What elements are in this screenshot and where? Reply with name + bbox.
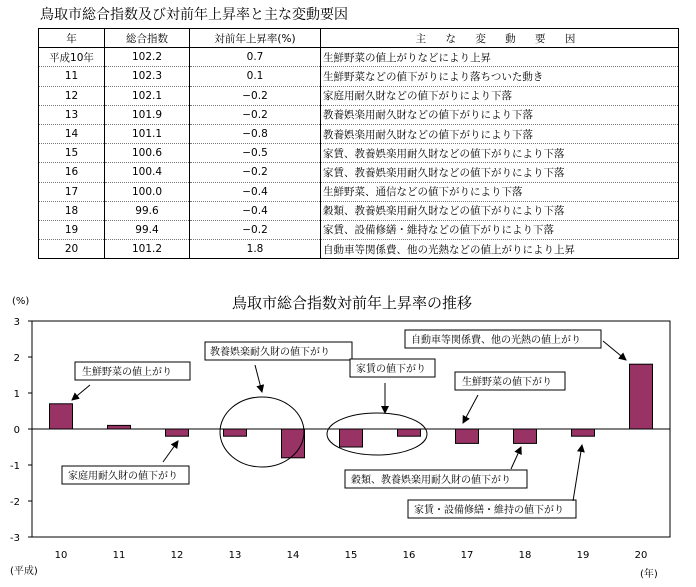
y-tick-label: -1 (10, 461, 20, 472)
bar (572, 429, 595, 436)
y-tick-label: 0 (13, 425, 20, 436)
annotation-arrow (511, 447, 521, 469)
cell-index: 101.9 (105, 105, 190, 124)
x-axis (55, 550, 648, 561)
cell-factor: 家庭用耐久財などの値下がりにより下落 (321, 86, 679, 105)
bar (456, 429, 479, 443)
cell-rate: −0.4 (190, 201, 321, 220)
cell-factor: 家賃、設備修繕・維持などの値下がりにより下落 (321, 220, 679, 239)
cell-index: 102.1 (105, 86, 190, 105)
bar (514, 429, 537, 443)
cell-year: 15 (39, 144, 105, 163)
cell-rate: 0.7 (190, 48, 321, 67)
annotation-arrow (163, 441, 178, 462)
bar (630, 364, 653, 429)
cell-factor: 教養娯楽用耐久財などの値下がりにより下落 (321, 124, 679, 143)
header-year: 年 (39, 29, 105, 48)
annotation-arrow (255, 365, 262, 392)
x-tick-label: 19 (576, 550, 590, 561)
bar (398, 429, 421, 436)
bar (108, 425, 131, 429)
annotations (62, 330, 626, 518)
cell-index: 100.0 (105, 182, 190, 201)
cell-rate: −0.5 (190, 144, 321, 163)
annotation-arrow (603, 341, 626, 360)
table-title: 鳥取市総合指数及び対前年上昇率と主な変動要因 (40, 7, 348, 23)
cell-factor: 家賃、教養娯楽用耐久財などの値下がりにより下落 (321, 144, 679, 163)
cell-rate: −0.2 (190, 220, 321, 239)
annotation-label: 教養娯楽耐久財の値下がり (210, 347, 330, 358)
annotation-arrow (463, 395, 478, 423)
cell-index: 102.2 (105, 48, 190, 67)
x-tick-label: 17 (460, 550, 474, 561)
y-axis-unit: (%) (12, 296, 30, 307)
cell-factor: 生鮮野菜、通信などの値下がりにより下落 (321, 182, 679, 201)
x-tick-label: 15 (344, 550, 358, 561)
bar (166, 429, 189, 436)
cell-year: 12 (39, 86, 105, 105)
annotation-label: 自動車等関係費、他の光熱の値上がり (411, 335, 581, 346)
cell-year: 19 (39, 220, 105, 239)
cell-factor: 生鮮野菜などの値下がりにより落ちついた動き (321, 67, 679, 86)
x-tick-label: 14 (286, 550, 300, 561)
chart-title: 鳥取市総合指数対前年上昇率の推移 (231, 294, 473, 312)
cell-year: 17 (39, 182, 105, 201)
x-tick-label: 10 (54, 550, 68, 561)
x-tick-label: 16 (402, 550, 416, 561)
cell-index: 101.1 (105, 124, 190, 143)
cell-year: 13 (39, 105, 105, 124)
cell-index: 100.4 (105, 163, 190, 182)
annotation-label: 生鮮野菜の値上がり (82, 367, 172, 378)
bar (224, 429, 247, 436)
x-tick-label: 13 (228, 550, 242, 561)
cell-year: 平成10年 (39, 48, 105, 67)
y-axis (10, 317, 32, 544)
cell-rate: 1.8 (190, 240, 321, 259)
cell-rate: −0.4 (190, 182, 321, 201)
cell-factor: 生鮮野菜の値上がりなどにより上昇 (321, 48, 679, 67)
cell-rate: 0.1 (190, 67, 321, 86)
cell-rate: −0.2 (190, 163, 321, 182)
bar (340, 429, 363, 447)
annotation-label: 家庭用耐久財の値下がり (68, 471, 178, 482)
cell-factor: 教養娯楽用耐久財などの値下がりにより下落 (321, 105, 679, 124)
annotation-arrow (573, 445, 582, 501)
cell-year: 11 (39, 67, 105, 86)
y-tick-label: 3 (13, 317, 20, 328)
cell-index: 99.4 (105, 220, 190, 239)
x-tick-label: 12 (170, 550, 184, 561)
cell-index: 102.3 (105, 67, 190, 86)
x-tick-label: 20 (634, 550, 648, 561)
cell-year: 20 (39, 240, 105, 259)
cell-index: 99.6 (105, 201, 190, 220)
cell-rate: −0.8 (190, 124, 321, 143)
annotation-label: 家賃・設備修繕・維持の値下がり (414, 505, 564, 516)
y-tick-label: 1 (13, 389, 20, 400)
cell-factor: 家賃、教養娯楽用耐久財などの値下がりにより下落 (321, 163, 679, 182)
header-index: 総合指数 (105, 29, 190, 48)
cell-year: 16 (39, 163, 105, 182)
cell-rate: −0.2 (190, 86, 321, 105)
y-tick-label: 2 (13, 353, 20, 364)
header-rate: 対前年上昇率(%) (190, 29, 321, 48)
annotation-label: 家賃の値下がり (356, 364, 426, 375)
bar (50, 404, 73, 429)
y-tick-label: -3 (10, 533, 20, 544)
cell-factor: 自動車等関係費、他の光熱などの値上がりにより上昇 (321, 240, 679, 259)
cell-rate: −0.2 (190, 105, 321, 124)
cell-factor: 穀類、教養娯楽用耐久財などの値下がりにより下落 (321, 201, 679, 220)
cell-year: 14 (39, 124, 105, 143)
cell-index: 101.2 (105, 240, 190, 259)
cell-year: 18 (39, 201, 105, 220)
annotation-label: 生鮮野菜の値下がり (462, 377, 552, 388)
y-tick-label: -2 (10, 497, 20, 508)
x-tick-label: 18 (518, 550, 532, 561)
bar (282, 429, 305, 458)
cell-index: 100.6 (105, 144, 190, 163)
annotation-arrow (72, 385, 90, 400)
x-axis-prefix: (平成) (10, 566, 38, 577)
x-tick-label: 11 (112, 550, 126, 561)
annotation-label: 穀類、教養娯楽用耐久財の値下がり (351, 475, 511, 486)
x-axis-unit: (年) (640, 569, 658, 580)
header-factor: 主 な 変 動 要 因 (321, 29, 679, 48)
